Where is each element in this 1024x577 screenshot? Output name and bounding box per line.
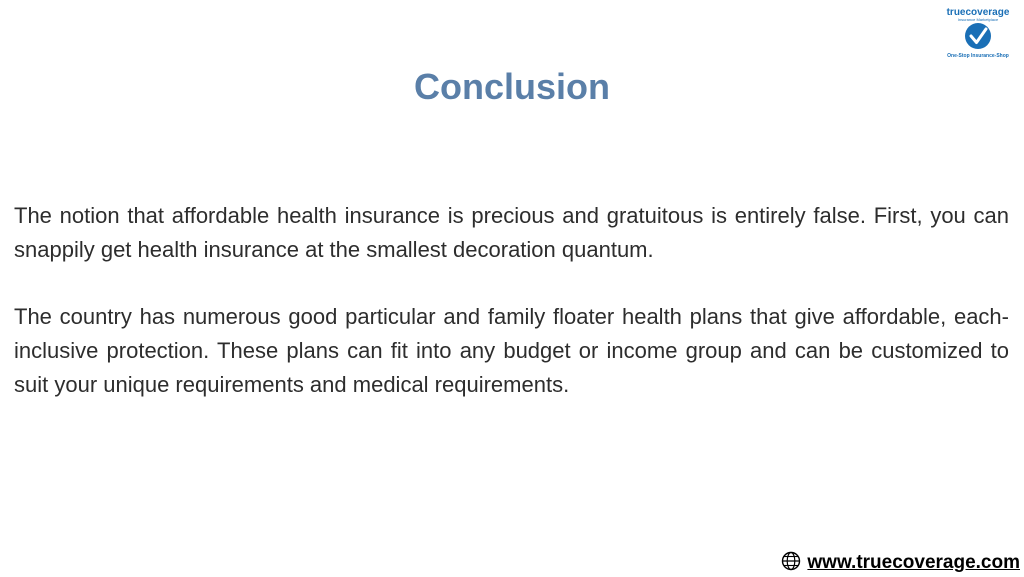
truecoverage-logo	[938, 4, 1018, 62]
svg-text:One-Stop Insurance-Shop: One-Stop Insurance-Shop	[947, 53, 1009, 59]
svg-text:Insurance Marketplace: Insurance Marketplace	[957, 17, 999, 22]
paragraph-1: The notion that affordable health insurance is precious and gratuitous is entirely false. First, you can snappily get health insurance at the smallest decoration quantum.	[14, 203, 1009, 262]
website-link[interactable]: www.truecoverage.com	[807, 552, 1020, 573]
svg-text:truecoverage: truecoverage	[946, 7, 1010, 18]
checkmark-circle-icon	[965, 23, 991, 49]
paragraph-2: The country has numerous good particular and family floater health plans that give affordable, each-inclusive protection. These plans can fit into any budget or income group and can be customized to suit your unique requirements and medical requirements.	[14, 304, 1009, 397]
slide-title: Conclusion	[414, 66, 610, 107]
footer	[781, 549, 1020, 577]
globe-icon	[781, 551, 801, 576]
